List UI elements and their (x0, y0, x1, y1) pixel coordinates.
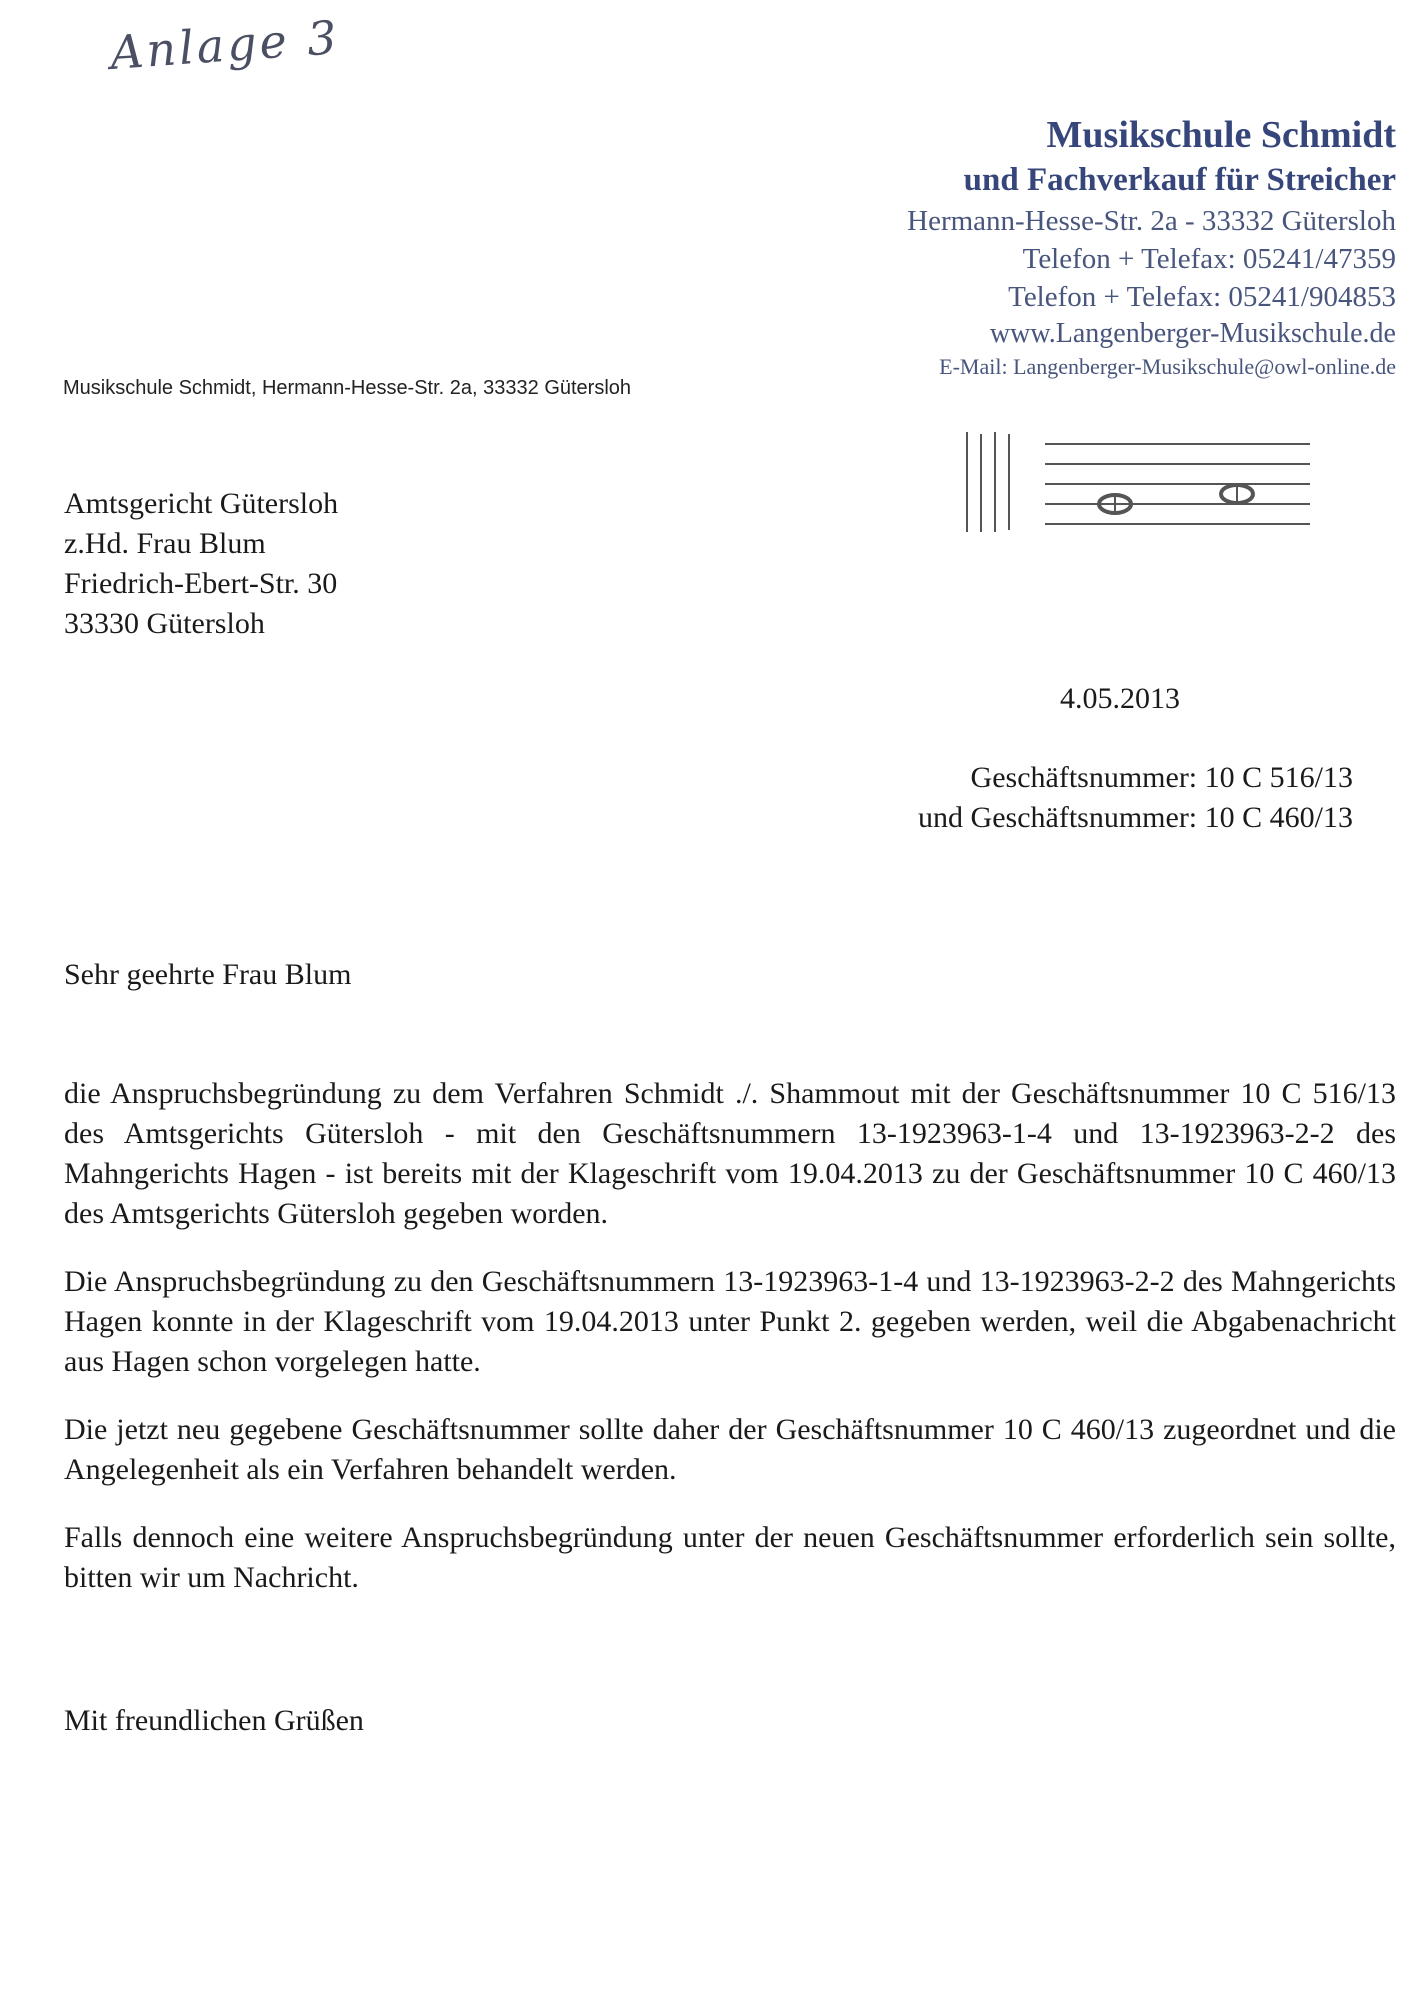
body-paragraph-4: Falls dennoch eine weitere Anspruchsbegründung unter der neuen Geschäftsnummer erforderlich sein sollte, bitten wir um Nachricht. (64, 1521, 1396, 1594)
letter-date: 4.05.2013 (1060, 682, 1180, 715)
letter-body (64, 1074, 1396, 1626)
letterhead (696, 112, 1396, 382)
recipient-line-3: Friedrich-Ebert-Str. 30 (64, 567, 338, 600)
recipient-line-4: 33330 Gütersloh (64, 607, 265, 640)
reference-numbers (918, 758, 1353, 838)
reference-number-1: Geschäftsnummer: 10 C 516/13 (970, 761, 1353, 794)
letterhead-name: Musikschule Schmidt (1046, 114, 1396, 156)
body-paragraph-3: Die jetzt neu gegebene Geschäftsnummer sollte daher der Geschäftsnummer 10 C 460/13 zugeordnet und die Angelegenheit als ein Verfahren behandelt werden. (64, 1413, 1396, 1486)
letterhead-phone-1: Telefon + Telefax: 05241/47359 (1022, 243, 1396, 275)
reference-number-2: und Geschäftsnummer: 10 C 460/13 (918, 801, 1353, 834)
letterhead-phone-2: Telefon + Telefax: 05241/904853 (1008, 281, 1396, 313)
body-paragraph-2: Die Anspruchsbegründung zu den Geschäftsnummern 13-1923963-1-4 und 13-1923963-2-2 des Mahngerichts Hagen konnte in der Klageschrift vom 19.04.2013 unter Punkt 2. gegeben werden, weil die Abgabenachricht aus Hagen schon vorgelegen hatte. (64, 1265, 1396, 1378)
closing: Mit freundlichen Grüßen (64, 1704, 364, 1737)
letterhead-address: Hermann-Hesse-Str. 2a - 33332 Gütersloh (907, 205, 1396, 237)
music-staff-icon (965, 432, 1325, 537)
handwritten-annotation: Anlage 3 (108, 10, 342, 80)
salutation: Sehr geehrte Frau Blum (64, 958, 352, 991)
recipient-line-1: Amtsgericht Gütersloh (64, 487, 339, 520)
recipient-line-2: z.Hd. Frau Blum (64, 527, 266, 560)
body-paragraph-1: die Anspruchsbegründung zu dem Verfahren Schmidt ./. Shammout mit der Geschäftsnummer 10 C 516/13 des Amtsgerichts Gütersloh - mit den Geschäftsnummern 13-1923963-1-4 und 13-1923963-2-2 des Mahngerichts Hagen - ist bereits mit der Klageschrift vom 19.04.2013 zu der Geschäftsnummer 10 C 460/13 des Amtsgerichts Gütersloh gegeben worden. (64, 1077, 1396, 1230)
recipient-address (64, 484, 338, 644)
letterhead-website: www.Langenberger-Musikschule.de (989, 318, 1396, 349)
letterhead-subtitle: und Fachverkauf für Streicher (963, 162, 1396, 198)
letterhead-email: E-Mail: Langenberger-Musikschule@owl-online.de (939, 354, 1396, 379)
sender-return-address: Musikschule Schmidt, Hermann-Hesse-Str. 2a, 33332 Gütersloh (63, 377, 632, 399)
